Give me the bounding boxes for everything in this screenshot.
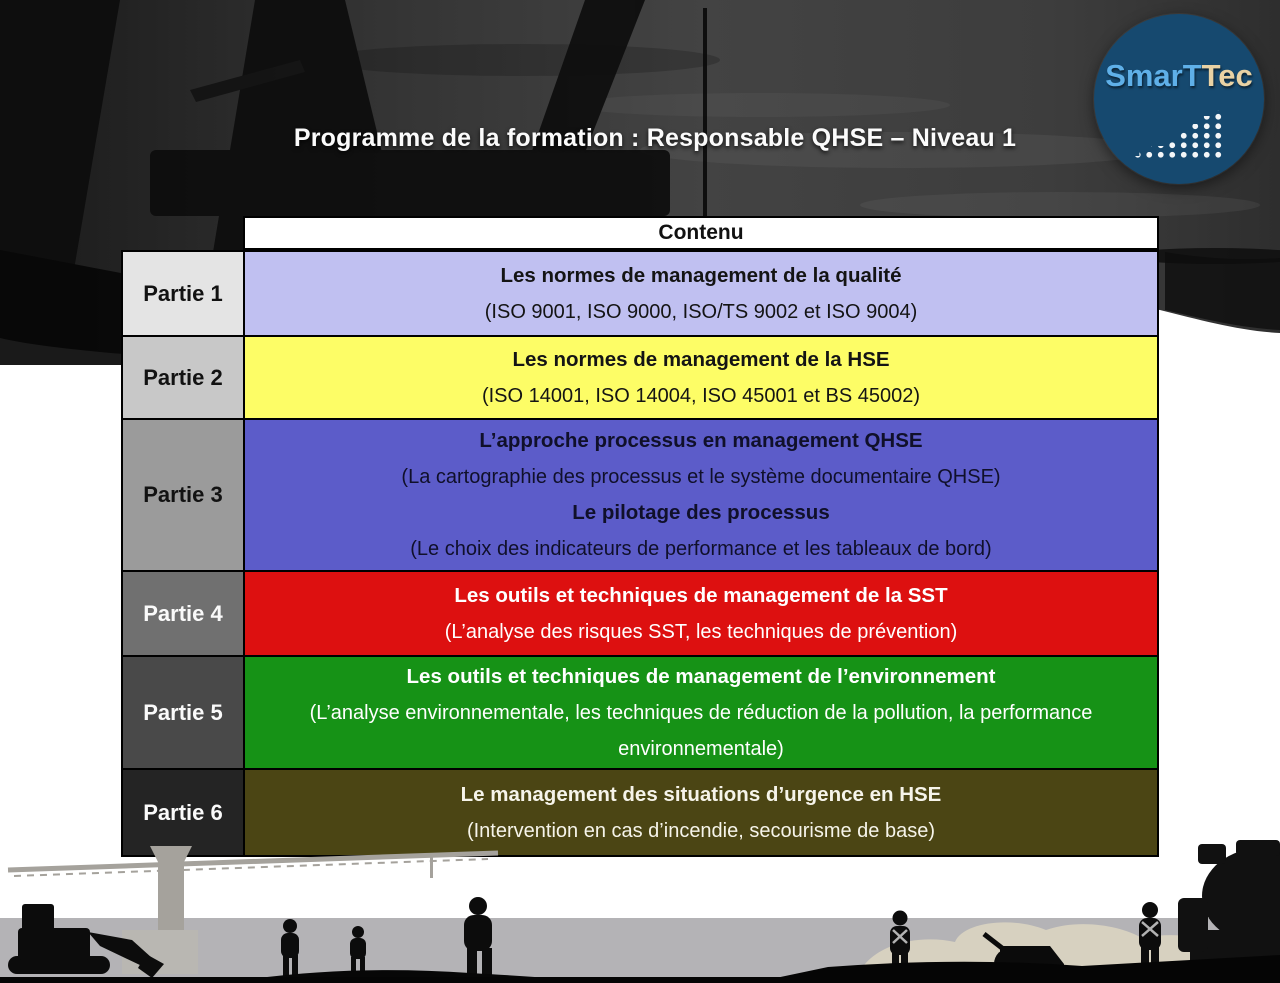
- row-content-partie-2: [245, 337, 1157, 418]
- row-subtitle: (ISO 14001, ISO 14004, ISO 45001 et BS 45002): [481, 384, 921, 407]
- row-label-partie-5: Partie 5: [123, 657, 243, 768]
- program-table: [121, 250, 1159, 857]
- row-title: Les outils et techniques de management de la SST: [454, 583, 948, 607]
- row-content-partie-4: [245, 572, 1157, 655]
- row-title: Les outils et techniques de management de l’environnement: [406, 664, 996, 688]
- row-content-partie-1: [245, 252, 1157, 335]
- row-subtitle: (La cartographie des processus et le système documentaire QHSE): [401, 466, 1001, 488]
- row-content-partie-3: [245, 420, 1157, 570]
- construction-silhouette: [0, 840, 1280, 983]
- row-subtitle: (L’analyse environnementale, les techniques de réduction de la pollution, la performance environnementale): [309, 701, 1093, 760]
- row-content-partie-5: [245, 657, 1157, 768]
- row-title: Les normes de management de la qualité: [500, 263, 902, 287]
- table-header: [243, 216, 1159, 250]
- table-header-label: Contenu: [245, 218, 1157, 248]
- row-title: Le management des situations d’urgence en HSE: [460, 782, 942, 806]
- row-label-partie-3: Partie 3: [123, 420, 243, 570]
- row-label-partie-6: Partie 6: [123, 770, 243, 855]
- logo-text-secondary: Tec: [1201, 58, 1253, 93]
- row-title-2: Le pilotage des processus: [572, 501, 830, 524]
- row-subtitle-2: (Le choix des indicateurs de performance et les tableaux de bord): [410, 538, 992, 560]
- row-label-partie-4: Partie 4: [123, 572, 243, 655]
- row-label-partie-2: Partie 2: [123, 337, 243, 418]
- row-title: Les normes de management de la HSE: [512, 347, 890, 371]
- row-subtitle: (ISO 9001, ISO 9000, ISO/TS 9002 et ISO 9004): [484, 300, 918, 323]
- growth-dots-icon: [1130, 110, 1224, 160]
- logo-text-primary: SmarT: [1105, 58, 1202, 93]
- row-label-partie-1: Partie 1: [123, 252, 243, 335]
- logo-wordmark: [1094, 58, 1264, 94]
- row-subtitle: (Intervention en cas d’incendie, secourisme de base): [466, 819, 936, 842]
- row-subtitle: (L’analyse des risques SST, les techniques de prévention): [444, 620, 958, 643]
- row-title: L’approche processus en management QHSE: [479, 429, 923, 452]
- page-title: Programme de la formation : Responsable QHSE – Niveau 1: [293, 124, 1017, 152]
- smarttec-logo: [1094, 14, 1264, 184]
- ground-strip: [0, 977, 1280, 983]
